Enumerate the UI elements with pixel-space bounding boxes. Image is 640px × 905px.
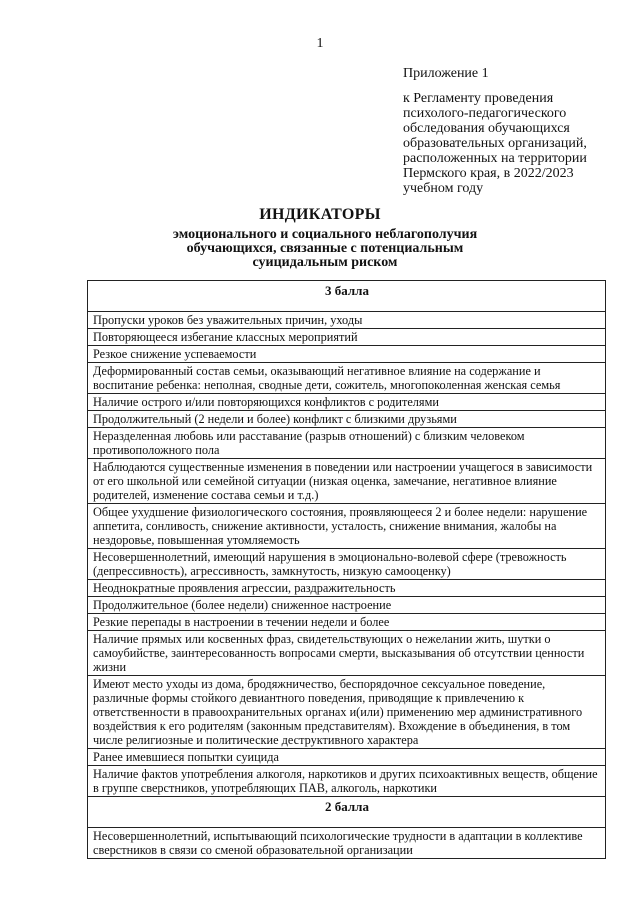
table-row bbox=[88, 631, 606, 676]
table-row bbox=[88, 363, 606, 394]
table-row bbox=[88, 411, 606, 428]
table-row bbox=[88, 312, 606, 329]
page-number: 1 bbox=[316, 36, 324, 51]
table-cell: Неразделенная любовь или расставание (разрыв отношений) с близким человеком противоположного пола bbox=[88, 428, 606, 459]
table-cell: Наличие фактов употребления алкоголя, наркотиков и других психоактивных веществ, общение в группе сверстников, употребляющих ПАВ, алкоголь, наркотики bbox=[88, 766, 606, 797]
table-cell: Повторяющееся избегание классных мероприятий bbox=[88, 329, 606, 346]
table-cell: Несовершеннолетний, испытывающий психологические трудности в адаптации в коллективе сверстников в связи со сменой образовательной организации bbox=[88, 828, 606, 859]
table-cell: Неоднократные проявления агрессии, раздражительность bbox=[88, 580, 606, 597]
table-row bbox=[88, 346, 606, 363]
table-cell: Общее ухудшение физиологического состояния, проявляющееся 2 и более недели: нарушение аппетита, сонливость, снижение активности, усталость, снижение внимания, жалобы на нездоровье, повышенная утомляемость bbox=[88, 504, 606, 549]
table-section-header bbox=[88, 281, 606, 312]
table-row bbox=[88, 580, 606, 597]
appendix-text: к Регламенту проведения психолого-педагогического обследования обучающихся образовательных организаций, расположенных на территории Пермского края, в 2022/2023 учебном году bbox=[403, 91, 587, 196]
table-cell: Несовершеннолетний, имеющий нарушения в эмоционально-волевой сфере (тревожность (депрессивность), агрессивность, замкнутость, низкую самооценку) bbox=[88, 549, 606, 580]
table-row bbox=[88, 766, 606, 797]
table-row bbox=[88, 597, 606, 614]
appendix-block bbox=[403, 66, 608, 196]
table-cell: Деформированный состав семьи, оказывающий негативное влияние на содержание и воспитание ребенка: неполная, сводные дети, сожитель, многопоколенная женская семья bbox=[88, 363, 606, 394]
table-row bbox=[88, 504, 606, 549]
table-row bbox=[88, 749, 606, 766]
table-row bbox=[88, 428, 606, 459]
table-row bbox=[88, 676, 606, 749]
table-row bbox=[88, 394, 606, 411]
indicators-table bbox=[87, 280, 606, 859]
table-cell: Наличие прямых или косвенных фраз, свидетельствующих о нежелании жить, шутки о самоубийстве, заинтересованность вопросами смерти, высказывания об отсутствии ценности жизни bbox=[88, 631, 606, 676]
table-row bbox=[88, 329, 606, 346]
table-cell: Резкие перепады в настроении в течении недели и более bbox=[88, 614, 606, 631]
table-cell: Ранее имевшиеся попытки суицида bbox=[88, 749, 606, 766]
table-row bbox=[88, 828, 606, 859]
table-cell: Продолжительное (более недели) сниженное настроение bbox=[88, 597, 606, 614]
document-subtitle: эмоционального и социального неблагополучия обучающихся, связанные с потенциальным суицидальным риском bbox=[172, 227, 478, 270]
section-2-points: 2 балла bbox=[88, 797, 606, 828]
table-cell: Пропуски уроков без уважительных причин, уходы bbox=[88, 312, 606, 329]
table-cell: Резкое снижение успеваемости bbox=[88, 346, 606, 363]
appendix-title: Приложение 1 bbox=[403, 66, 489, 81]
table-row bbox=[88, 459, 606, 504]
table-cell: Наблюдаются существенные изменения в поведении или настроении учащегося в зависимости от его школьной или семейной ситуации (низкая оценка, замечание, негативное влияние родителей, изменение состава семьи и т.д.) bbox=[88, 459, 606, 504]
table-section-header bbox=[88, 797, 606, 828]
section-3-points: 3 балла bbox=[88, 281, 606, 312]
table-cell: Продолжительный (2 недели и более) конфликт с близкими друзьями bbox=[88, 411, 606, 428]
document-title: ИНДИКАТОРЫ bbox=[259, 206, 381, 223]
table-row bbox=[88, 549, 606, 580]
table-cell: Имеют место уходы из дома, бродяжничество, беспорядочное сексуальное поведение, различные формы стойкого девиантного поведения, приводящие к привлечению к ответственности в правоохранительных органах и(или) применению мер административного воздействия к его родителям (законным представителям). Вхождение в объединения, в том числе религиозные и политические деструктивного характера bbox=[88, 676, 606, 749]
table-cell: Наличие острого и/или повторяющихся конфликтов с родителями bbox=[88, 394, 606, 411]
table-row bbox=[88, 614, 606, 631]
